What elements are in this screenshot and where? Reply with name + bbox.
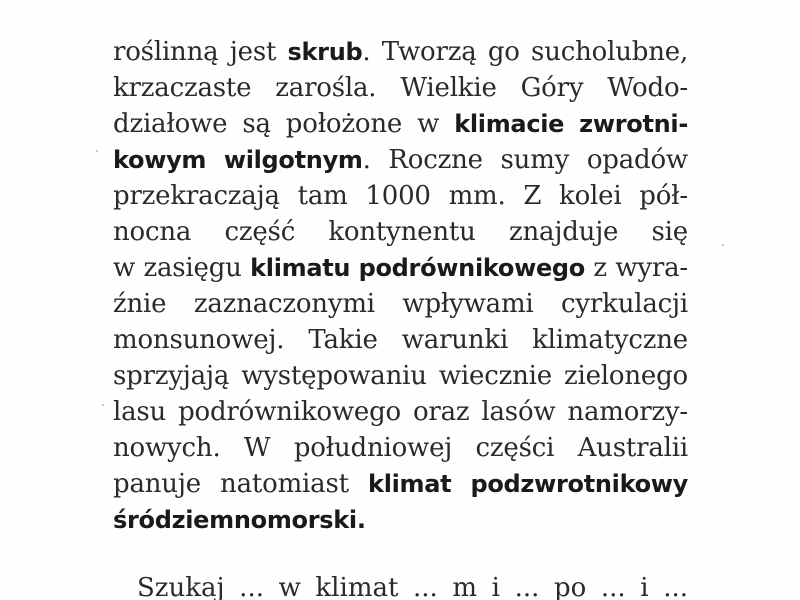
partially-visible-line: Szukaj ... w klimat ... m i ... po ... i ... (137, 573, 688, 600)
text-run: źnie zaznaczonymi wpływami cyrkulacji (113, 289, 688, 319)
text-run: sprzyjają występowaniu wiecznie zielonego (113, 361, 688, 391)
text-run: . Tworzą go sucholubne, (362, 37, 689, 67)
paragraph (113, 34, 688, 538)
text-line (113, 142, 688, 178)
text-line (113, 502, 688, 538)
bold-term: skrub (287, 38, 363, 66)
bold-term: klimat podzwrotnikowy (368, 470, 688, 498)
scan-speck (722, 244, 724, 246)
text-run: lasu podrównikowego oraz lasów namorzy- (113, 397, 688, 427)
text-run: panuje natomiast (113, 469, 369, 499)
text-line (113, 34, 688, 70)
text-line (113, 70, 688, 106)
bold-term: klimacie zwrotni- (454, 110, 688, 138)
text-line (113, 286, 688, 322)
bold-term: klimatu podrównikowego (250, 254, 585, 282)
text-run: nowych. W południowej części Australii (113, 433, 688, 463)
text-run: przekraczają tam 1000 mm. Z kolei pół- (113, 181, 688, 211)
text-line (113, 322, 688, 358)
text-run: monsunowej. Takie warunki klimatyczne (113, 325, 688, 355)
text-run: krzaczaste zarośla. Wielkie Góry Wodo- (113, 73, 688, 103)
text-line (113, 214, 688, 250)
text-run: w zasięgu (113, 253, 251, 283)
text-line (113, 178, 688, 214)
text-run: działowe są położone w (113, 109, 455, 139)
text-line (113, 106, 688, 142)
text-run: roślinną jest (113, 37, 288, 67)
text-run: nocna część kontynentu znajduje się (113, 217, 688, 247)
scan-speck (96, 150, 98, 152)
bold-term: kowym wilgotnym (113, 146, 363, 174)
text-run: . Roczne sumy opadów (362, 145, 688, 175)
text-line (113, 358, 688, 394)
scan-speck (102, 404, 104, 406)
text-line (113, 250, 688, 286)
text-line (113, 394, 688, 430)
text-line (113, 430, 688, 466)
text-run: z wyra- (585, 253, 688, 283)
bold-term: śródziemnomorski. (113, 506, 366, 534)
text-line (113, 466, 688, 502)
